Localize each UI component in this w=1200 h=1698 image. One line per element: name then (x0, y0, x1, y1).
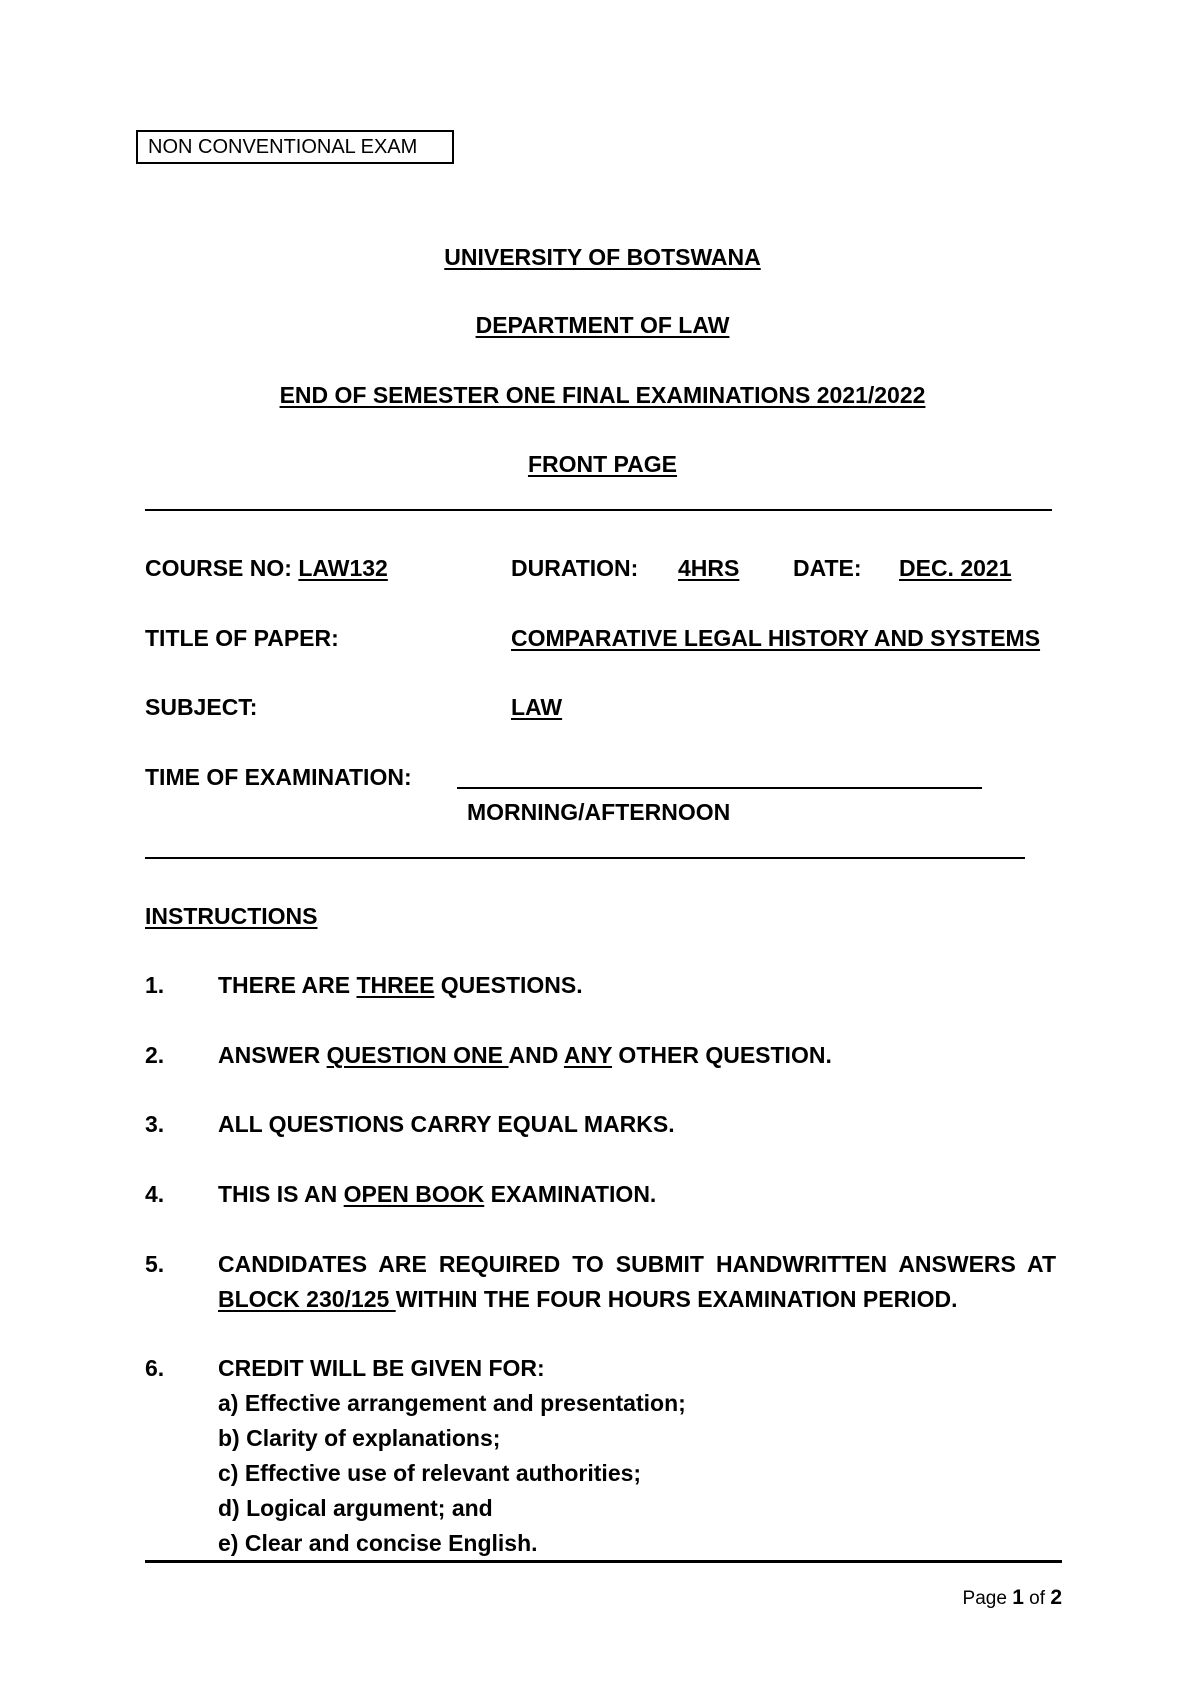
instruction-text: EXAMINATION. (484, 1181, 657, 1207)
instruction-text: AND (508, 1042, 564, 1068)
exam-type-box: NON CONVENTIONAL EXAM (136, 130, 454, 164)
instruction-item-3: ALL QUESTIONS CARRY EQUAL MARKS. (218, 1111, 675, 1137)
instructions-heading: INSTRUCTIONS (145, 903, 318, 929)
instruction-text: QUESTIONS. (434, 972, 583, 998)
department-title: DEPARTMENT OF LAW (475, 312, 730, 338)
instruction-number: 5. (145, 1251, 165, 1277)
credit-criterion: e) Clear and concise English. (218, 1530, 538, 1556)
credit-criterion: b) Clarity of explanations; (218, 1425, 501, 1451)
time-blank-line (457, 787, 982, 789)
instruction-text: THIS IS AN (218, 1181, 344, 1207)
university-title: UNIVERSITY OF BOTSWANA (444, 244, 761, 270)
instruction-text: THERE ARE (218, 972, 357, 998)
of-word: of (1029, 1588, 1046, 1609)
page-current: 1 (1012, 1586, 1024, 1609)
exam-title: END OF SEMESTER ONE FINAL EXAMINATIONS 2021/2022 (279, 382, 926, 408)
instruction-number: 1. (145, 972, 165, 998)
instruction-emphasis: QUESTION ONE (326, 1042, 509, 1068)
instruction-emphasis: THREE (356, 972, 435, 998)
instruction-text: OTHER QUESTION. (612, 1042, 832, 1068)
divider-middle (145, 857, 1025, 859)
credit-criterion: d) Logical argument; and (218, 1495, 493, 1521)
title-of-paper-value: COMPARATIVE LEGAL HISTORY AND SYSTEMS (511, 625, 1041, 651)
instruction-text: ANSWER (218, 1042, 327, 1068)
title-of-paper-label: TITLE OF PAPER: (145, 625, 339, 651)
instruction-item-1 (218, 971, 583, 999)
date-value: DEC. 2021 (899, 555, 1012, 581)
instruction-item-2 (218, 1041, 832, 1069)
date-label: DATE: (793, 555, 862, 581)
instruction-text: WITHIN THE FOUR HOURS EXAMINATION PERIOD. (395, 1286, 958, 1312)
instruction-item-5-line-1: CANDIDATES ARE REQUIRED TO SUBMIT HANDWRITTEN ANSWERS AT (218, 1251, 1056, 1277)
instruction-emphasis: BLOCK 230/125 (218, 1286, 396, 1312)
subject-label: SUBJECT: (145, 694, 258, 720)
page-word: Page (962, 1588, 1007, 1609)
instruction-number: 2. (145, 1042, 165, 1068)
instruction-number: 6. (145, 1355, 165, 1381)
duration-value: 4HRS (678, 555, 740, 581)
page-total: 2 (1050, 1586, 1062, 1609)
course-no-field (145, 554, 388, 582)
credit-criterion: c) Effective use of relevant authorities; (218, 1460, 642, 1486)
course-no-value: LAW132 (298, 555, 388, 581)
instruction-emphasis: OPEN BOOK (343, 1181, 485, 1207)
divider-bottom (145, 1560, 1062, 1563)
instruction-item-4 (218, 1180, 656, 1208)
instruction-item-6: CREDIT WILL BE GIVEN FOR: (218, 1355, 545, 1381)
duration-label: DURATION: (511, 555, 639, 581)
divider-top (145, 509, 1052, 511)
page-title: FRONT PAGE (527, 451, 678, 477)
instruction-number: 4. (145, 1181, 165, 1207)
subject-value: LAW (511, 694, 563, 720)
time-of-examination-value: MORNING/AFTERNOON (467, 799, 731, 825)
instruction-item-5-line-2 (218, 1285, 958, 1313)
course-no-label: COURSE NO: (145, 555, 292, 581)
page-number (963, 1586, 1062, 1611)
instruction-number: 3. (145, 1111, 165, 1137)
time-of-examination-label: TIME OF EXAMINATION: (145, 764, 412, 790)
instruction-emphasis: ANY (563, 1042, 613, 1068)
credit-criterion: a) Effective arrangement and presentation; (218, 1390, 686, 1416)
